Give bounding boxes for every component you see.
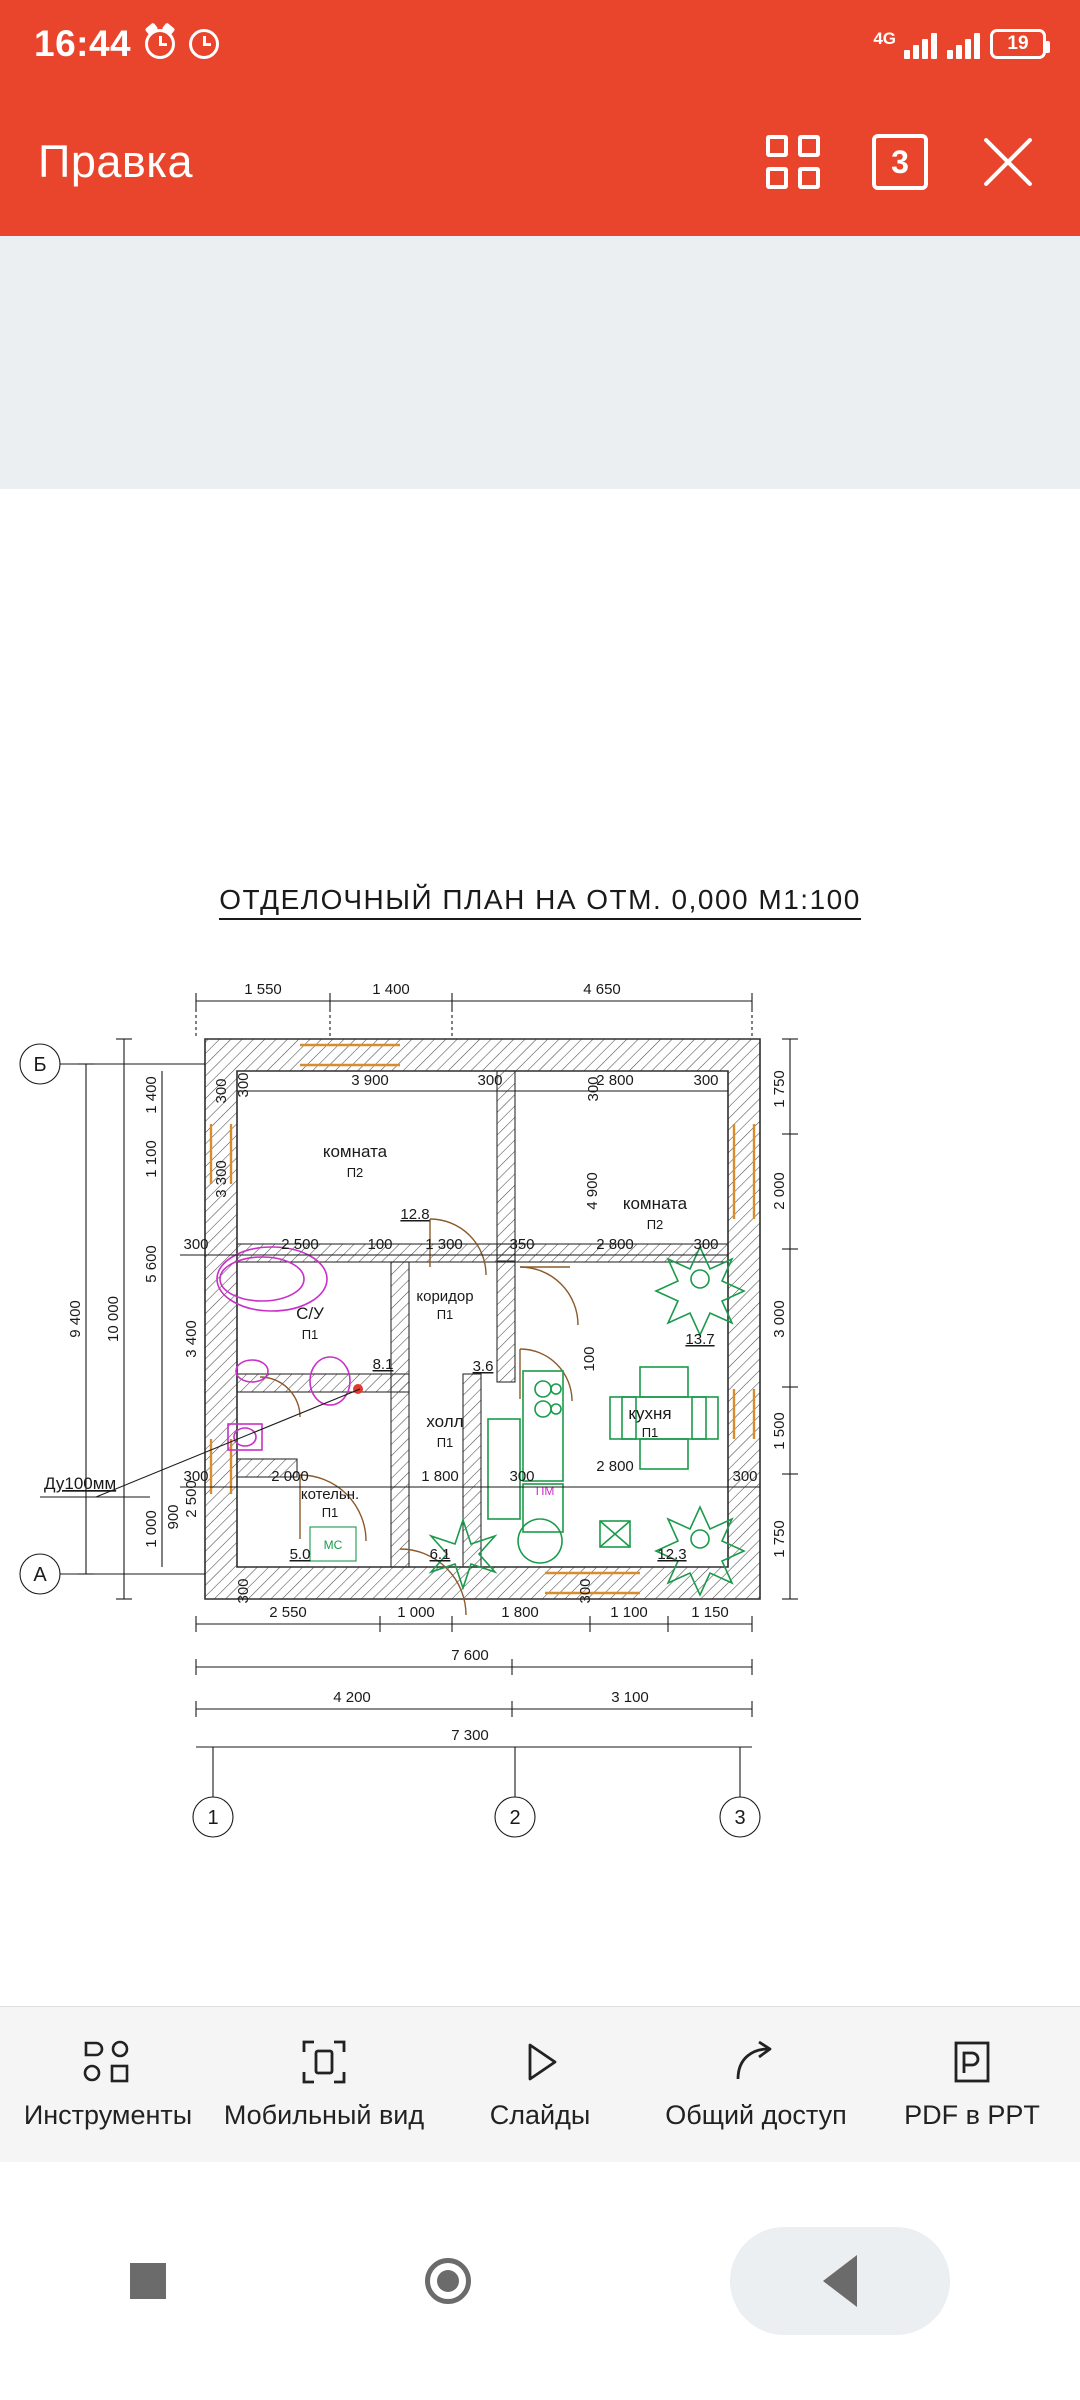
grid-view-icon[interactable] — [766, 135, 820, 189]
document-viewport[interactable] — [0, 236, 1080, 2006]
dim-right-0: 1 750 — [771, 1070, 788, 1108]
dim-bot-tick-1: 300 — [577, 1578, 594, 1604]
room-name-3: коридор — [416, 1288, 474, 1305]
dim-right-small-1: 4 900 — [584, 1172, 601, 1210]
drawing-title — [0, 884, 1080, 916]
dim-right-3: 1 500 — [771, 1412, 788, 1450]
dim-row3-4: 300 — [732, 1468, 758, 1485]
dim-left-inner-1: 1 100 — [143, 1140, 160, 1178]
interior-wall-4 — [497, 1262, 515, 1382]
area-1: 13.7 — [685, 1331, 715, 1348]
dim-inner-1: 3 900 — [351, 1072, 389, 1089]
dim-total-3: 7 300 — [451, 1727, 489, 1744]
status-time: 16:44 — [34, 23, 132, 64]
room-name-0: комната — [322, 1142, 388, 1161]
pipe-label: Ду100мм — [44, 1474, 117, 1493]
dim-left-inner-2: 5 600 — [143, 1245, 160, 1283]
dim-row3-2: 1 800 — [421, 1468, 459, 1485]
signal-bars-icon-2 — [947, 29, 980, 59]
dim-left-inner-4: 2 500 — [183, 1480, 200, 1518]
toolbar-label-tools: Инструменты — [23, 2100, 193, 2130]
area-4: 5.0 — [289, 1546, 311, 1563]
dim-right-small-0: 300 — [585, 1076, 602, 1102]
room-name-4: холл — [426, 1412, 464, 1431]
room-finish-5: П1 — [321, 1505, 339, 1520]
floor-plan-svg — [0, 919, 1080, 1829]
dim-right-2: 3 000 — [771, 1300, 788, 1338]
dim-row2-3: 1 300 — [425, 1236, 463, 1253]
dim-bot-3: 1 100 — [610, 1604, 648, 1621]
dim-left-inner-5: 1 000 — [143, 1510, 160, 1548]
dim-bot-tick-0: 300 — [235, 1578, 252, 1604]
dim-row3-1: 2 000 — [271, 1468, 309, 1485]
dim-bot-1: 1 000 — [397, 1604, 435, 1621]
alarm-icon — [145, 29, 175, 59]
dim-bottom — [196, 1578, 752, 1747]
room-finish-0: П2 — [346, 1165, 364, 1180]
toolbar-item-pdf-to-ppt[interactable] — [872, 2038, 1072, 2131]
page-title: Правка — [38, 136, 194, 187]
room-finish-3: П1 — [436, 1307, 454, 1322]
tools-icon — [82, 2038, 134, 2086]
axis-v-1: А — [33, 1564, 47, 1586]
dim-inner-4: 300 — [693, 1072, 719, 1089]
area-5: 6.1 — [429, 1546, 451, 1563]
dim-top-inner — [235, 1072, 728, 1098]
back-button[interactable] — [730, 2227, 950, 2335]
dim-row2-4: 350 — [509, 1236, 535, 1253]
area-2: 8.1 — [372, 1356, 394, 1373]
area-3: 3.6 — [472, 1358, 494, 1375]
dim-right-small-2: 100 — [581, 1346, 598, 1372]
play-slides-icon — [517, 2038, 563, 2086]
dim-left-inner-0: 1 400 — [143, 1076, 160, 1114]
dim-top-1: 1 400 — [372, 981, 410, 998]
network-type-label: 4G — [873, 29, 896, 48]
app-bar-actions — [766, 134, 1036, 190]
drawing-title-text: ОТДЕЛОЧНЫЙ ПЛАН НА ОТМ. 0,000 М1:100 — [219, 884, 861, 920]
system-nav-bar — [0, 2162, 1080, 2400]
dim-bot-2: 1 800 — [501, 1604, 539, 1621]
axis-h-2: 3 — [734, 1807, 746, 1829]
dim-row2-2: 100 — [367, 1236, 393, 1253]
area-6: 12.3 — [657, 1546, 687, 1563]
clock-icon — [189, 29, 219, 59]
room-finish-6: П1 — [641, 1425, 659, 1440]
dim-row3-kitchen: 2 800 — [596, 1458, 634, 1475]
room-name-2: С/У — [296, 1304, 324, 1323]
room-name-1: комната — [622, 1194, 688, 1213]
status-right — [873, 29, 1046, 59]
dim-top-2: 4 650 — [583, 981, 621, 998]
dim-total-1: 4 200 — [333, 1689, 371, 1706]
share-icon — [732, 2038, 780, 2086]
dim-bot-4: 1 150 — [691, 1604, 729, 1621]
riser-point — [353, 1384, 363, 1394]
dim-inner-0: 300 — [235, 1072, 252, 1098]
window-openings — [211, 1045, 754, 1593]
battery-percent: 19 — [1007, 33, 1029, 54]
bottom-toolbar — [0, 2006, 1080, 2162]
dim-row2-1: 2 500 — [281, 1236, 319, 1253]
dim-total-0: 7 600 — [451, 1647, 489, 1664]
toolbar-label-slides: Слайды — [489, 2100, 591, 2130]
status-bar — [0, 0, 1080, 88]
dim-left-outer-1: 10 000 — [105, 1296, 122, 1342]
back-triangle-icon — [823, 2255, 857, 2307]
dim-left-outer-0: 9 400 — [67, 1300, 84, 1338]
slide-canvas[interactable] — [0, 489, 1080, 2241]
dim-top-0: 1 550 — [244, 981, 282, 998]
dim-row2-6: 300 — [693, 1236, 719, 1253]
interior-wall-7 — [463, 1374, 481, 1567]
room-finish-2: П1 — [301, 1327, 319, 1342]
room-name-5: котельн. — [300, 1486, 360, 1503]
room-name-6: кухня — [628, 1404, 672, 1423]
axis-h-0: 1 — [207, 1807, 219, 1829]
axis-h-1: 2 — [509, 1807, 521, 1829]
floor-plan-drawing — [0, 489, 1080, 1829]
dim-left-inner-3: 3 400 — [183, 1320, 200, 1358]
mobile-view-icon — [301, 2038, 347, 2086]
slide-count-badge[interactable]: 3 — [872, 134, 928, 190]
dim-row3-0: 300 — [183, 1468, 209, 1485]
dim-inner-3: 2 800 — [596, 1072, 634, 1089]
toolbar-label-share: Общий доступ — [665, 2100, 847, 2130]
close-icon[interactable] — [980, 134, 1036, 190]
signal-bars-icon-1 — [904, 29, 937, 59]
status-left — [34, 23, 219, 65]
toolbar-item-share[interactable] — [656, 2038, 856, 2131]
dim-top-outer — [196, 981, 752, 1039]
toolbar-item-tools[interactable] — [8, 2038, 208, 2131]
equipment-label-pm: ПМ — [535, 1484, 555, 1498]
dim-right-1: 2 000 — [771, 1172, 788, 1210]
recents-square-icon[interactable] — [130, 2263, 166, 2299]
interior-wall-6 — [391, 1262, 409, 1567]
toolbar-item-mobile-view[interactable] — [224, 2038, 424, 2131]
dim-left-small-0: 300 — [213, 1078, 230, 1104]
dim-bot-0: 2 550 — [269, 1604, 307, 1621]
dim-left-inner-6: 900 — [165, 1504, 182, 1530]
battery-icon — [990, 29, 1046, 59]
dim-row2-5: 2 800 — [596, 1236, 634, 1253]
interior-wall-1 — [497, 1071, 515, 1261]
toolbar-label-mobile-view: Мобильный вид — [223, 2100, 425, 2130]
dim-total-2: 3 100 — [611, 1689, 649, 1706]
pdf-to-ppt-icon — [950, 2038, 994, 2086]
home-circle-icon[interactable] — [425, 2258, 471, 2304]
room-finish-1: П2 — [646, 1217, 664, 1232]
dim-row3-3: 300 — [509, 1468, 535, 1485]
room-finish-4: П1 — [436, 1435, 454, 1450]
toolbar-item-slides[interactable] — [440, 2038, 640, 2131]
equipment-label-mc: МС — [323, 1538, 343, 1552]
area-0: 12.8 — [400, 1206, 430, 1223]
dim-left-small-3: 3 300 — [213, 1160, 230, 1198]
dim-right-4: 1 750 — [771, 1520, 788, 1558]
app-bar — [0, 88, 1080, 236]
toolbar-label-pdf-to-ppt: PDF в PPT — [904, 2100, 1040, 2130]
dim-row2-0: 300 — [183, 1236, 209, 1253]
dim-right — [581, 1039, 798, 1599]
axis-v-0: Б — [33, 1054, 47, 1076]
dim-inner-2: 300 — [477, 1072, 503, 1089]
axis-bubbles-horizontal — [193, 1747, 760, 1837]
